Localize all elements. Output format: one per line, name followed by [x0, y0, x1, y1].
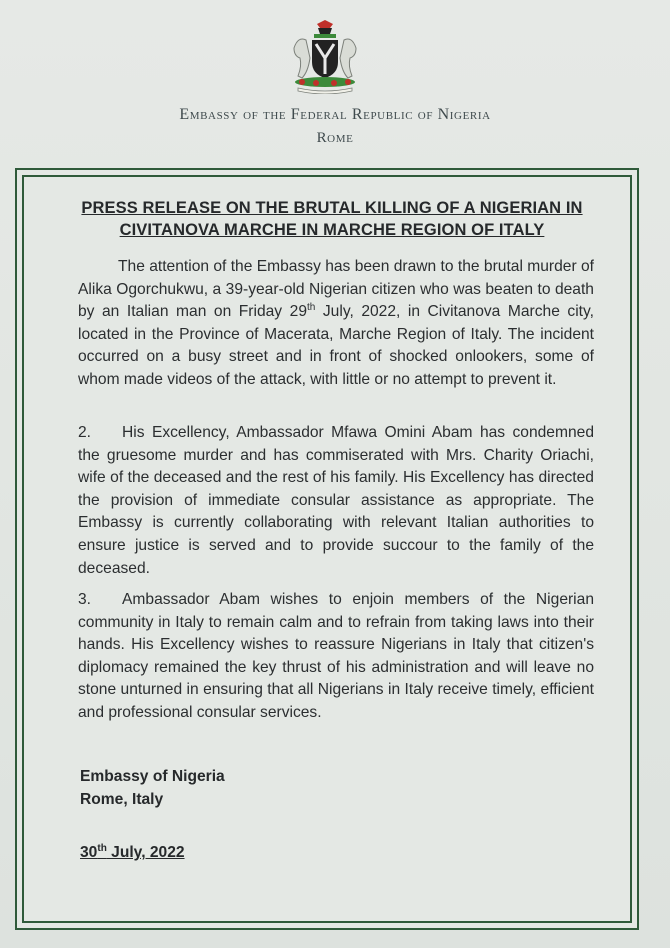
- document-date: [80, 844, 185, 862]
- paragraph-1-superscript: th: [307, 302, 316, 313]
- date-rest: July, 2022: [106, 844, 185, 861]
- signature-line-2: Rome, Italy: [80, 791, 164, 808]
- paragraph-3-number: 3.: [78, 591, 92, 608]
- heading-line-2: CIVITANOVA MARCHE IN MARCHE REGION OF ITALY: [119, 221, 545, 239]
- date-day: 30: [80, 844, 98, 861]
- date-superscript: th: [97, 842, 107, 854]
- paragraph-2: [78, 422, 594, 580]
- embassy-letterhead-city: Rome: [316, 130, 354, 146]
- paragraph-1-part-1: The attention of the Embassy has been drawn to the brutal murder of Alika Ogorchukwu, a 39-year-old Nigerian citizen who was beaten to death by an Italian man on Friday 29: [78, 258, 594, 321]
- heading-line-1: PRESS RELEASE ON THE BRUTAL KILLING OF A NIGERIAN IN: [81, 199, 583, 217]
- paragraph-2-text: His Excellency, Ambassador Mfawa Omini Abam has condemned the gruesome murder and has commiserated with Mrs. Charity Oriachi, wife of the deceased and the rest of his family. His Excellency has directed the provision of immediate consular assistance as appropriate. The Embassy is currently collaborating with relevant Italian authorities to ensure justice is served and to provide succour to the family of the deceased.: [78, 424, 594, 577]
- coat-of-arms-icon: [280, 18, 370, 94]
- paragraph-1-part-2: July, 2022, in Civitanova Marche city, located in the Province of Macerata, Marche Region of Italy. The incident occurred on a busy street and in front of shocked onlookers, some of whom made videos of the attack, with little or no attempt to prevent it.: [78, 303, 594, 388]
- paragraph-2-number: 2.: [78, 424, 92, 441]
- paragraph-1: [78, 256, 594, 392]
- paragraph-3-text: Ambassador Abam wishes to enjoin members of the Nigerian community in Italy to remain calm and to refrain from taking laws into their hands. His Excellency wishes to reassure Nigerians in Italy that citizen's diplomacy remained the key thrust of his administration and will leave no stone unturned in ensuring that all Nigerians in Italy receive timely, efficient and professional consular services.: [78, 591, 594, 721]
- paragraph-3: [78, 589, 594, 725]
- press-release-heading: [62, 197, 602, 241]
- embassy-letterhead-title: Embassy of the Federal Republic of Nigeria: [179, 106, 491, 123]
- signature-line-1: Embassy of Nigeria: [80, 768, 225, 785]
